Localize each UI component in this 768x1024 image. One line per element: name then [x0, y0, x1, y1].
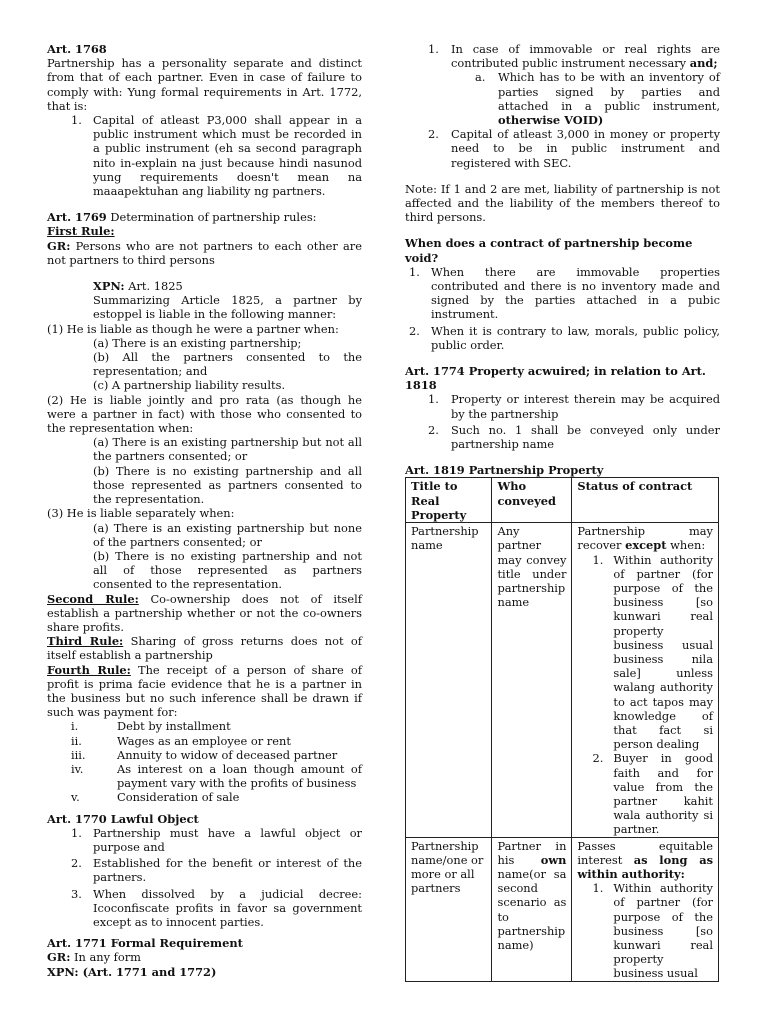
list-item [47, 719, 362, 733]
list-text: Annuity to widow of deceased partner [117, 747, 338, 762]
second-rule: Second Rule: Co-ownership does not of itself establish a partnership whether or not the co-owners share profits. [47, 591, 362, 634]
list-item [577, 881, 713, 980]
list-item [47, 826, 362, 854]
list-text: Partnership must have a lawful object or purpose and [93, 825, 362, 854]
list-item [47, 790, 362, 804]
art-1771-xpn: XPN: (Art. 1771 and 1772) [47, 964, 217, 979]
list-number: 1. [428, 392, 439, 407]
table-cell: Partnership name/one or more or all partners [406, 837, 492, 981]
list-number: v. [71, 790, 80, 805]
case-1c: (c) A partnership liability results. [93, 378, 286, 393]
case-3a: (a) There is an existing partnership but none of the partners consented; or [93, 520, 362, 549]
list-item [47, 887, 362, 930]
note-text: Note: If 1 and 2 are met, liability of partnership is not affected and the liability of the members thereof to third persons. [405, 181, 720, 225]
list-number: 1. [592, 881, 604, 896]
list-number: 2. [428, 422, 439, 437]
list-item: a. Which has to be with an inventory of parties signed by parties and attached in a public instrument, otherwise VOID) [475, 70, 720, 128]
roman-list [47, 719, 362, 804]
estoppel-case-1: (1) He is liable as though he were a partner when: [47, 321, 339, 336]
list-item [405, 423, 720, 451]
table-row [406, 523, 719, 837]
list-item [405, 324, 720, 352]
list-item [577, 553, 713, 752]
art-1771-heading: Art. 1771 Formal Requirement [47, 936, 243, 951]
table-cell: Partnership may recover except when: 1. Within authority of partner (for purpose of the business [so kunwari real property business usual business nila sale] unless walang authority to act tapos may knowledge of that fact si person dealing 2. Buyer in good faith and for value from the partner kahit wala authority si partner. [572, 523, 719, 837]
art-1768-heading: Art. 1768 [47, 42, 107, 56]
list-number: 1. [71, 825, 82, 840]
art-1771-gr: GR: In any form [47, 950, 141, 965]
case-1b: (b) All the partners consented to the representation; and [93, 350, 362, 379]
table-cell: Any partner may convey title under partnership name [492, 523, 572, 837]
list-number: iii. [71, 747, 86, 762]
list-text: When there are immovable properties contributed and there is no inventory made and signed by the parties attached in a pubic instrument. [431, 264, 720, 322]
list-text: Established for the benefit or interest of the partners. [93, 856, 362, 885]
table-cell: Passes equitable interest as long as within authority: 1. Within authority of partner (for purpose of the business [so kunwari real property business usual [572, 837, 719, 981]
list-item [577, 751, 713, 836]
list-text: Within authority of partner (for purpose of the business [so kunwari real property business usual business nila sale] unless walang authority to act tapos may knowledge of that fact si person dealing [613, 552, 713, 752]
case-2a: (a) There is an existing partnership but not all the partners consented; or [93, 435, 362, 464]
list-text: As interest on a loan though amount of payment vary with the profits of business [117, 761, 362, 791]
list-item [47, 762, 362, 790]
art-1770-heading: Art. 1770 Lawful Object [47, 811, 199, 826]
property-table [405, 477, 719, 981]
art-1774-heading: Art. 1774 Property acwuired; in relation to Art. 1818 [405, 364, 706, 393]
left-column [47, 42, 362, 979]
case-3b: (b) There is no existing partnership and not all of those represented as partners consented to the representation. [93, 548, 362, 592]
list-text: Wages as an employee or rent [117, 733, 291, 748]
table-cell: Partner in his own name(or sa second scenario as to partnership name) [492, 837, 572, 981]
case-1a: (a) There is an existing partnership; [93, 335, 302, 350]
art-1774-list [405, 392, 720, 451]
art-1769-heading: Art. 1769 Determination of partnership rules: [47, 210, 317, 225]
list-number: 2. [409, 323, 420, 338]
void-list [405, 265, 720, 352]
fourth-rule: Fourth Rule: The receipt of a person of share of profit is prima facie evidence that he is a partner in the business but no such inference shall be drawn if such was payment for: [47, 662, 362, 720]
list-item: 1. Capital of atleast P3,000 shall appear in a public instrument which must be recorded in a public instrument (eh sa second paragraph nito in-explain na just because hindi nasunod yung requirements doesn't mean na maaapektuhan ang liability ng partners. [71, 113, 362, 199]
list-text: Buyer in good faith and for value from the partner kahit wala authority si partner. [613, 751, 713, 837]
art-1768-text: Partnership has a personality separate and distinct from that of each partner. Even in case of failure to comply with: Yung formal requirements in Art. 1772, that is: [47, 56, 362, 113]
right-column [405, 42, 720, 982]
list-item: 1. In case of immovable or real rights are contributed public instrument necessary and; [428, 42, 720, 71]
list-text: When dissolved by a judicial decree: Icoconfiscate profits in favor sa government except as to innocent parties. [93, 886, 362, 929]
header-title: Title to Real Property [406, 478, 492, 523]
list-number: 3. [71, 886, 82, 901]
list-text: Property or interest therein may be acquired by the partnership [451, 392, 720, 421]
list-item [47, 856, 362, 884]
header-status: Status of contract [572, 478, 719, 523]
estoppel-case-3: (3) He is liable separately when: [47, 506, 235, 521]
art-1819-heading: Art. 1819 Partnership Property [405, 463, 604, 478]
list-item [47, 748, 362, 762]
list-item: 2. Capital of atleast 3,000 in money or property need to be in public instrument and registered with SEC. [428, 127, 720, 170]
table-cell: Partnership name [406, 523, 492, 837]
list-text: Consideration of sale [117, 790, 240, 805]
table-row [406, 837, 719, 981]
list-text: When it is contrary to law, morals, public policy, public order. [431, 323, 720, 352]
list-item [405, 392, 720, 420]
list-number: 1. [409, 264, 420, 279]
list-item [405, 265, 720, 322]
estoppel-case-2: (2) He is liable jointly and pro rata (as though he were a partner in fact) with those who consented to the representation when: [47, 392, 362, 436]
gr-text: GR: Persons who are not partners to each other are not partners to third persons [47, 238, 362, 267]
list-number: iv. [71, 761, 84, 776]
first-rule-label: First Rule: [47, 224, 115, 239]
case-2b: (b) There is no existing partnership and all those represented as partners consented to the representation. [93, 463, 362, 507]
list-number: 2. [592, 751, 604, 766]
list-text: Within authority of partner (for purpose of the business [so kunwari real property business usual [613, 881, 713, 981]
list-text: Such no. 1 shall be conveyed only under partnership name [451, 422, 720, 452]
xpn-text: XPN: Art. 1825 [93, 279, 183, 294]
list-text: Debt by installment [117, 719, 231, 734]
list-number: ii. [71, 733, 82, 748]
list-item [47, 734, 362, 748]
xpn-summary: Summarizing Article 1825, a partner by estoppel is liable in the following manner: [93, 293, 362, 322]
table-header-row [406, 478, 719, 523]
art-1770-list [47, 826, 362, 929]
header-who: Who conveyed [492, 478, 572, 523]
void-question: When does a contract of partnership become void? [405, 236, 693, 265]
list-number: 2. [71, 856, 82, 871]
list-number: i. [71, 719, 79, 734]
third-rule: Third Rule: Sharing of gross returns does not of itself establish a partnership [47, 634, 362, 663]
list-number: 1. [592, 552, 604, 567]
